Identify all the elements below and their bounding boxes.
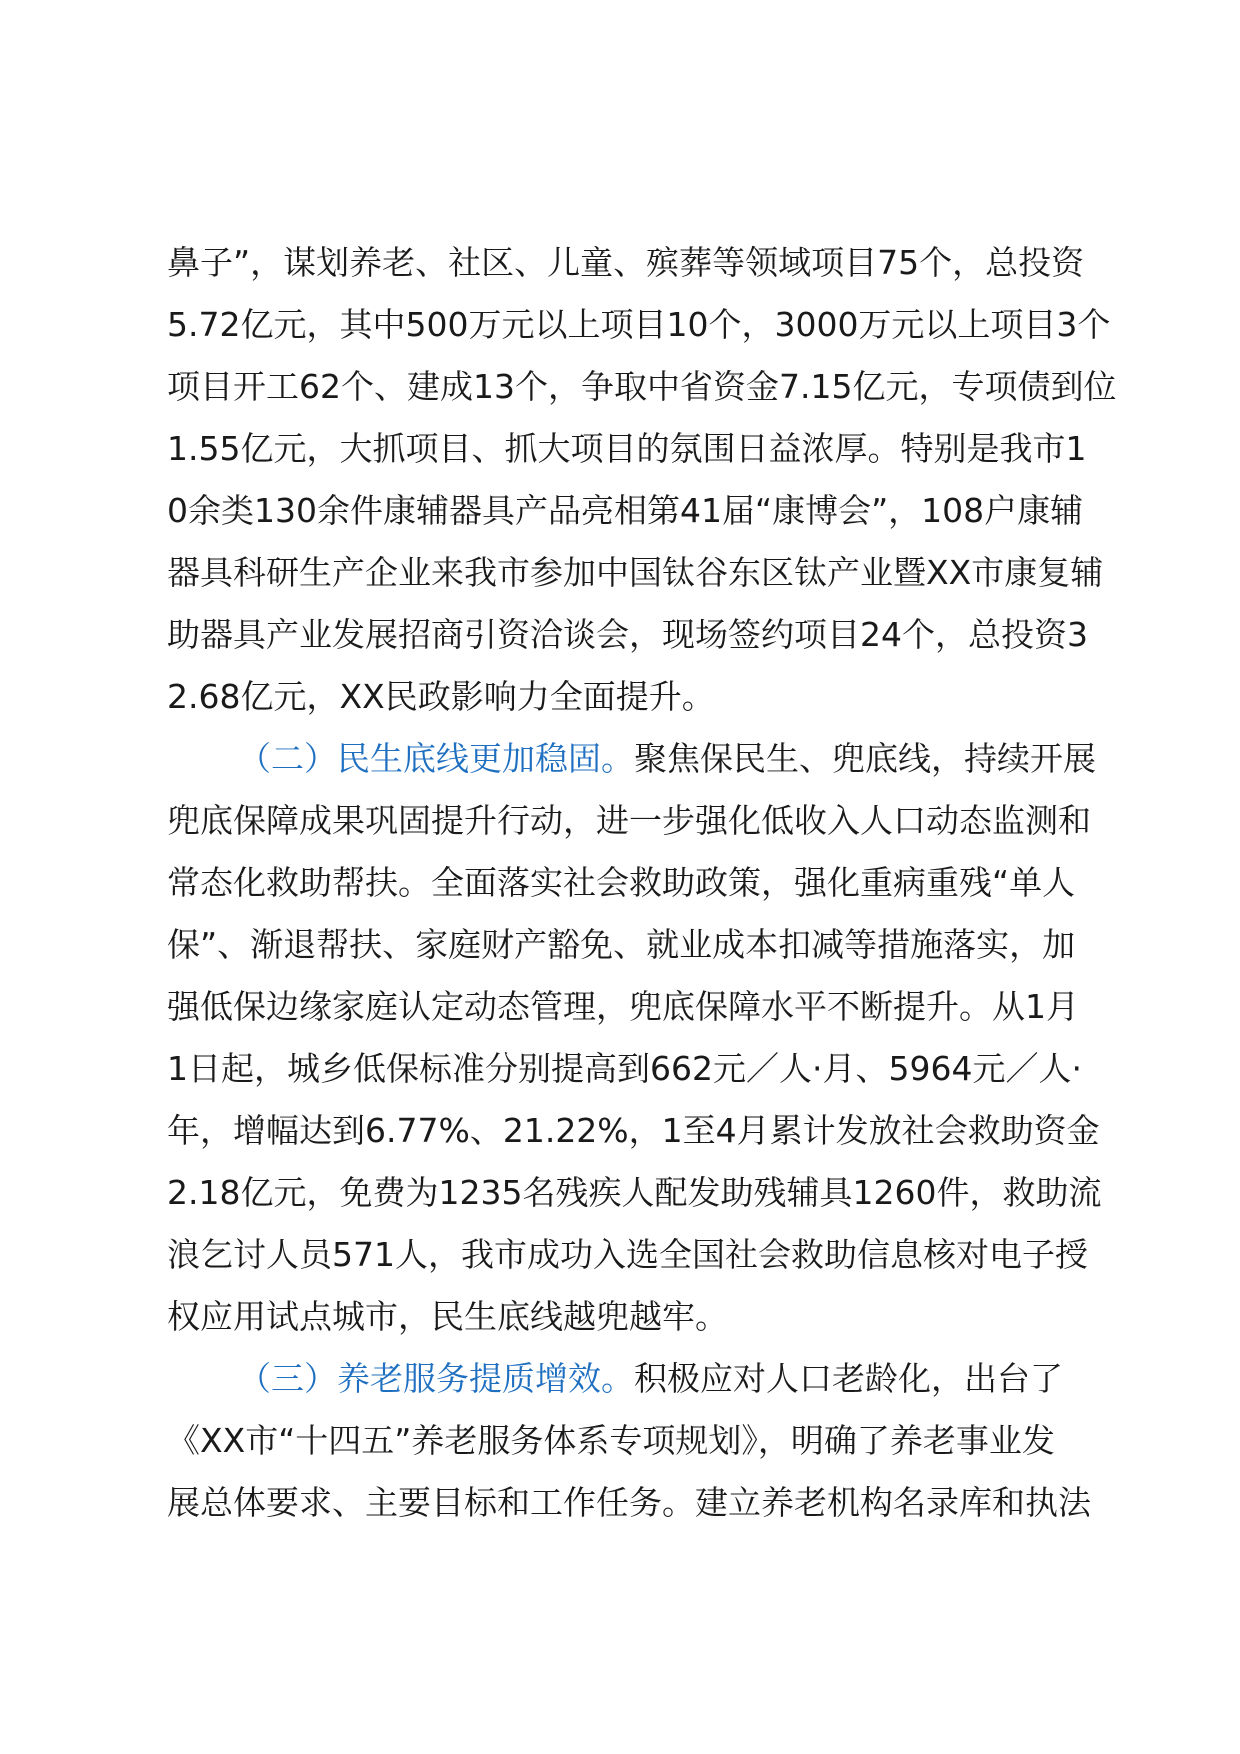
paragraph-line: 展总体要求、主要目标和工作任务。建立养老机构名录库和执法 xyxy=(167,1483,1091,1522)
section-3-lead-text: 积极应对人口老龄化，出台了 xyxy=(634,1359,1063,1398)
paragraph-line: 2.68亿元，XX民政影响力全面提升。 xyxy=(167,677,715,716)
paragraph-line: 权应用试点城市，民生底线越兜越牢。 xyxy=(167,1297,728,1336)
paragraph-line: 常态化救助帮扶。全面落实社会救助政策，强化重病重残“单人 xyxy=(167,863,1076,902)
paragraph-line: 2.18亿元，免费为1235名残疾人配发助残辅具1260件，救助流 xyxy=(167,1173,1102,1212)
paragraph-line: 助器具产业发展招商引资洽谈会，现场签约项目24个，总投资3 xyxy=(167,615,1088,654)
paragraph-line: 浪乞讨人员571人，我市成功入选全国社会救助信息核对电子授 xyxy=(167,1235,1088,1274)
section-2-first-line xyxy=(167,728,1107,790)
paragraph-line: 1.55亿元，大抓项目、抓大项目的氛围日益浓厚。特别是我市1 xyxy=(167,429,1087,468)
paragraph-line: 0余类130余件康辅器具产品亮相第41届“康博会”，108户康辅 xyxy=(167,491,1084,530)
paragraph-line: 兜底保障成果巩固提升行动，进一步强化低收入人口动态监测和 xyxy=(167,801,1091,840)
paragraph-line: 鼻子”，谋划养老、社区、儿童、殡葬等领域项目75个，总投资 xyxy=(167,243,1085,282)
paragraph-line: 项目开工62个、建成13个，争取中省资金7.15亿元，专项债到位 xyxy=(167,367,1117,406)
paragraph-line: 器具科研生产企业来我市参加中国钛谷东区钛产业暨XX市康复辅 xyxy=(167,553,1104,592)
paragraph-line: 年，增幅达到6.77%、21.22%，1至4月累计发放社会救助资金 xyxy=(167,1111,1100,1150)
section-2-lead-text: 聚焦保民生、兜底线，持续开展 xyxy=(634,739,1096,778)
document-body xyxy=(167,232,1117,1534)
paragraph-line: 强低保边缘家庭认定动态管理，兜底保障水平不断提升。从1月 xyxy=(167,987,1079,1026)
paragraph-line: 《XX市“十四五”养老服务体系专项规划》，明确了养老事业发 xyxy=(167,1421,1055,1460)
section-3-heading: （三）养老服务提质增效。 xyxy=(238,1359,634,1398)
paragraph-line: 5.72亿元，其中500万元以上项目10个，3000万元以上项目3个 xyxy=(167,305,1111,344)
paragraph-line: 保”、渐退帮扶、家庭财产豁免、就业成本扣减等措施落实，加 xyxy=(167,925,1076,964)
section-3-first-line xyxy=(167,1348,1107,1410)
paragraph-line: 1日起，城乡低保标准分别提高到662元／人·月、5964元／人· xyxy=(167,1049,1082,1088)
section-2-heading: （二）民生底线更加稳固。 xyxy=(238,739,634,778)
